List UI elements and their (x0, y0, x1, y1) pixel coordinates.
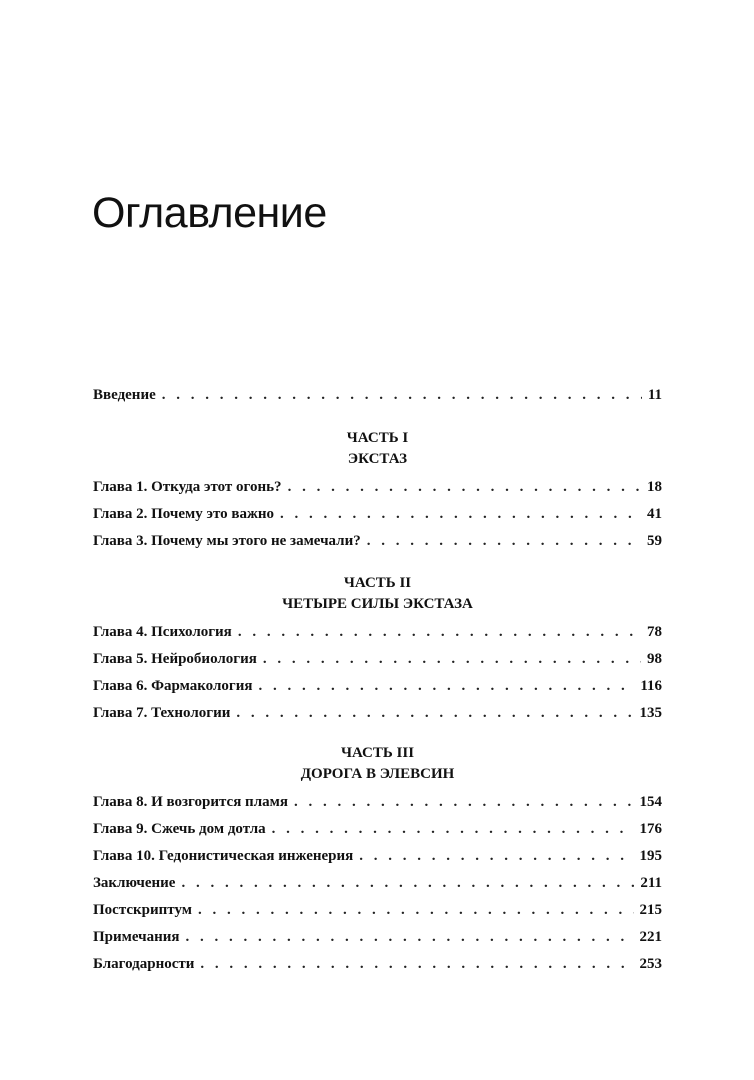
toc-entry-chapter-6[interactable] (93, 678, 662, 700)
toc-entry-page: 78 (647, 624, 662, 640)
toc-entry-chapter-2[interactable] (93, 506, 662, 528)
toc-entry-page: 215 (639, 902, 662, 918)
toc-entry-title: Глава 3. Почему мы этого не замечали? (93, 533, 361, 549)
toc-entry-page: 18 (647, 479, 662, 495)
toc-entry-page: 211 (640, 875, 662, 891)
toc-entry-page: 116 (640, 678, 662, 694)
toc-entry-title: Глава 4. Психология (93, 624, 232, 640)
toc-entry-intro[interactable] (93, 387, 662, 409)
toc-entry-title: Глава 2. Почему это важно (93, 506, 275, 522)
toc-entry-title: Глава 1. Откуда этот огонь? (93, 479, 282, 495)
dot-leader (359, 848, 633, 865)
toc-entry-page: 221 (639, 929, 662, 945)
part-label: ЧАСТЬ II (343, 575, 412, 591)
toc-entry-title: Глава 6. Фармакология (93, 678, 253, 694)
dot-leader (236, 705, 633, 722)
toc-entry-page: 154 (639, 794, 662, 810)
dot-leader (181, 875, 634, 892)
toc-entry-page: 11 (647, 387, 662, 403)
dot-leader (294, 794, 634, 811)
toc-entry-page: 41 (647, 506, 662, 522)
dot-leader (258, 678, 634, 695)
toc-entry-chapter-1[interactable] (93, 479, 662, 501)
part-name: ЧЕТЫРЕ СИЛЫ ЭКСТАЗА (282, 596, 473, 612)
toc-entry-postscript[interactable] (93, 902, 662, 924)
toc-entry-chapter-9[interactable] (93, 821, 662, 843)
dot-leader (162, 387, 642, 404)
toc-entry-chapter-10[interactable] (93, 848, 662, 870)
toc-entry-page: 135 (639, 705, 662, 721)
toc-entry-notes[interactable] (93, 929, 662, 951)
dot-leader (198, 902, 634, 919)
part-name: ЭКСТАЗ (347, 451, 408, 467)
toc-entry-chapter-8[interactable] (93, 794, 662, 816)
toc-entry-page: 59 (647, 533, 662, 549)
toc-entry-title: Благодарности (93, 956, 195, 972)
part-label: ЧАСТЬ I (346, 430, 409, 446)
toc-entry-chapter-7[interactable] (93, 705, 662, 727)
dot-leader (263, 651, 641, 668)
dot-leader (238, 624, 641, 641)
toc-entry-title: Постскриптум (93, 902, 192, 918)
toc-entry-title: Глава 9. Сжечь дом дотла (93, 821, 266, 837)
toc-entry-title: Примечания (93, 929, 180, 945)
dot-leader (186, 929, 634, 946)
toc-entry-title: Введение (93, 387, 156, 403)
toc-entry-title: Глава 5. Нейробиология (93, 651, 257, 667)
dot-leader (367, 533, 641, 550)
part-label: ЧАСТЬ III (340, 745, 415, 761)
toc-entry-chapter-3[interactable] (93, 533, 662, 555)
toc-entry-title: Заключение (93, 875, 176, 891)
dot-leader (288, 479, 641, 496)
toc-entry-conclusion[interactable] (93, 875, 662, 897)
toc-entry-title: Глава 7. Технологии (93, 705, 231, 721)
toc-entry-page: 195 (639, 848, 662, 864)
dot-leader (280, 506, 641, 523)
toc-entry-title: Глава 10. Гедонистическая инженерия (93, 848, 354, 864)
toc-entry-page: 253 (639, 956, 662, 972)
toc-entry-page: 98 (647, 651, 662, 667)
toc-entry-page: 176 (639, 821, 662, 837)
toc-entry-chapter-4[interactable] (93, 624, 662, 646)
dot-leader (200, 956, 633, 973)
toc-entry-chapter-5[interactable] (93, 651, 662, 673)
page-title: Оглавление (92, 189, 327, 237)
dot-leader (272, 821, 634, 838)
toc-entry-acknowledgements[interactable] (93, 956, 662, 978)
toc-entry-title: Глава 8. И возгорится пламя (93, 794, 288, 810)
part-name: ДОРОГА В ЭЛЕВСИН (300, 766, 455, 782)
